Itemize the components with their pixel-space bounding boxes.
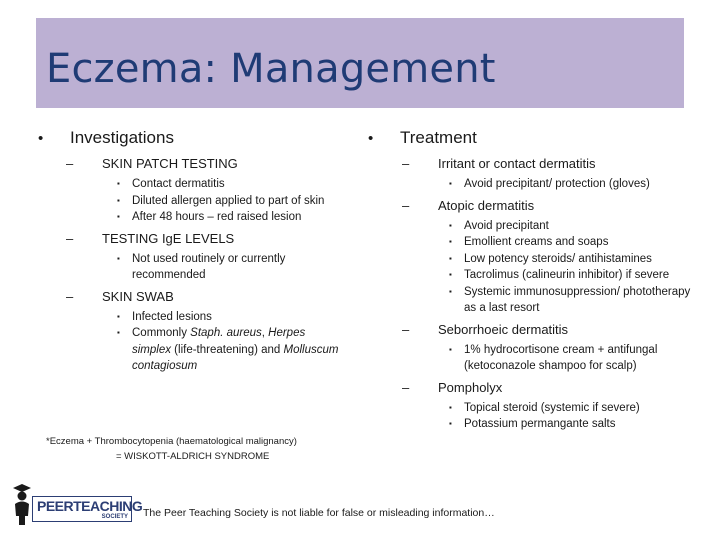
investigations-heading-row [36, 128, 346, 148]
list-item [448, 400, 696, 417]
list-item [116, 251, 346, 284]
square-bullet: ▪ [449, 179, 452, 188]
square-bullet: ▪ [117, 212, 120, 221]
skin-swab-heading: SKIN SWAB [102, 288, 174, 304]
list-item-text: Emollient creams and soaps [464, 236, 609, 248]
list-item-text: Infected lesions [132, 310, 212, 323]
subheading-row [66, 289, 346, 304]
treatment-heading: Treatment [400, 128, 477, 147]
dash-marker: – [402, 156, 410, 171]
dash-marker: – [66, 230, 74, 246]
treatment-column [366, 128, 696, 433]
list-item-text: Tacrolimus (calineurin inhibitor) if severe [464, 269, 670, 281]
list-item-text: Not used routinely or currently recommended [132, 252, 286, 281]
herpes-simplex-text: Herpes simplex [132, 327, 306, 356]
list-item [116, 176, 346, 193]
list-item-text: After 48 hours – red raised lesion [132, 211, 302, 223]
list-item [448, 284, 696, 317]
list-item-text: Avoid precipitant/ protection (gloves) [464, 178, 650, 190]
graduate-figure-icon [12, 482, 32, 526]
pompholyx-heading: Pompholyx [438, 379, 503, 395]
subheading-row [402, 380, 696, 395]
wiskott-aldrich-note [46, 434, 346, 464]
list-item [116, 309, 346, 326]
list-item-text: Avoid precipitant [464, 219, 549, 232]
bullet-marker: • [368, 130, 374, 147]
list-item-text: Diluted allergen applied to part of skin [132, 194, 325, 207]
subheading-row [402, 322, 696, 337]
square-bullet: ▪ [449, 419, 452, 428]
square-bullet: ▪ [117, 195, 120, 205]
list-item-text: Low potency steroids/ antihistamines [464, 252, 652, 265]
logo-subtext: SOCIETY [101, 514, 128, 520]
molluscum-text: Molluscum contagiosum [132, 343, 339, 372]
subheading-row [402, 198, 696, 213]
note-line-2: = WISKOTT-ALDRICH SYNDROME [116, 451, 270, 462]
logo-wordmark: PEERTEACHING [37, 498, 143, 514]
list-item [448, 267, 696, 284]
text-fragment: (life-threatening) and [170, 343, 284, 356]
skin-patch-testing-heading: SKIN PATCH TESTING [102, 156, 238, 171]
square-bullet: ▪ [449, 220, 452, 230]
square-bullet: ▪ [449, 270, 452, 279]
subheading-row [402, 156, 696, 171]
investigations-heading: Investigations [70, 128, 174, 147]
list-item [448, 251, 696, 268]
subheading-row [66, 231, 346, 246]
ige-testing-heading: TESTING IgE LEVELS [102, 230, 235, 246]
slide-title: Eczema: Management [46, 46, 496, 92]
list-item [116, 193, 346, 210]
dash-marker: – [66, 156, 74, 171]
square-bullet: ▪ [449, 237, 452, 246]
treatment-heading-row [366, 128, 696, 148]
staph-aureus-text: Staph. aureus [190, 327, 262, 339]
square-bullet: ▪ [449, 253, 452, 263]
list-item-text: Systemic immunosuppression/ phototherapy as a last resort [464, 285, 691, 314]
logo-box [32, 496, 143, 522]
text-fragment: , [261, 327, 269, 339]
note-line-1: *Eczema + Thrombocytopenia (haematological malignancy) [46, 436, 297, 447]
list-item [448, 416, 696, 433]
title-bar [36, 18, 684, 108]
square-bullet: ▪ [117, 253, 120, 263]
list-item-text [132, 325, 346, 375]
bullet-marker: • [38, 130, 44, 147]
seborrhoeic-dermatitis-heading: Seborrhoeic dermatitis [438, 321, 569, 337]
dash-marker: – [402, 379, 410, 395]
list-item [448, 176, 696, 193]
list-item [448, 234, 696, 251]
peer-teaching-logo [12, 482, 143, 526]
investigations-column [36, 128, 346, 375]
dash-marker: – [66, 288, 74, 304]
list-item [116, 209, 346, 226]
list-item-text: 1% hydrocortisone cream + antifungal (ketoconazole shampoo for scalp) [464, 343, 658, 372]
list-item [448, 218, 696, 235]
atopic-dermatitis-heading: Atopic dermatitis [438, 197, 535, 213]
irritant-dermatitis-heading: Irritant or contact dermatitis [438, 156, 596, 171]
dash-marker: – [402, 321, 410, 337]
square-bullet: ▪ [449, 344, 452, 354]
list-item-text: Potassium permangante salts [464, 418, 616, 430]
list-item [116, 325, 346, 375]
disclaimer-text: The Peer Teaching Society is not liable for false or misleading information… [143, 507, 495, 519]
square-bullet: ▪ [449, 286, 452, 296]
dash-marker: – [402, 197, 410, 213]
square-bullet: ▪ [449, 402, 452, 412]
list-item-text: Topical steroid (systemic if severe) [464, 401, 640, 414]
text-fragment: Commonly [132, 327, 191, 339]
subheading-row [66, 156, 346, 171]
list-item-text: Contact dermatitis [132, 178, 225, 190]
list-item [448, 342, 696, 375]
square-bullet: ▪ [117, 311, 120, 321]
square-bullet: ▪ [117, 328, 120, 337]
square-bullet: ▪ [117, 179, 120, 188]
